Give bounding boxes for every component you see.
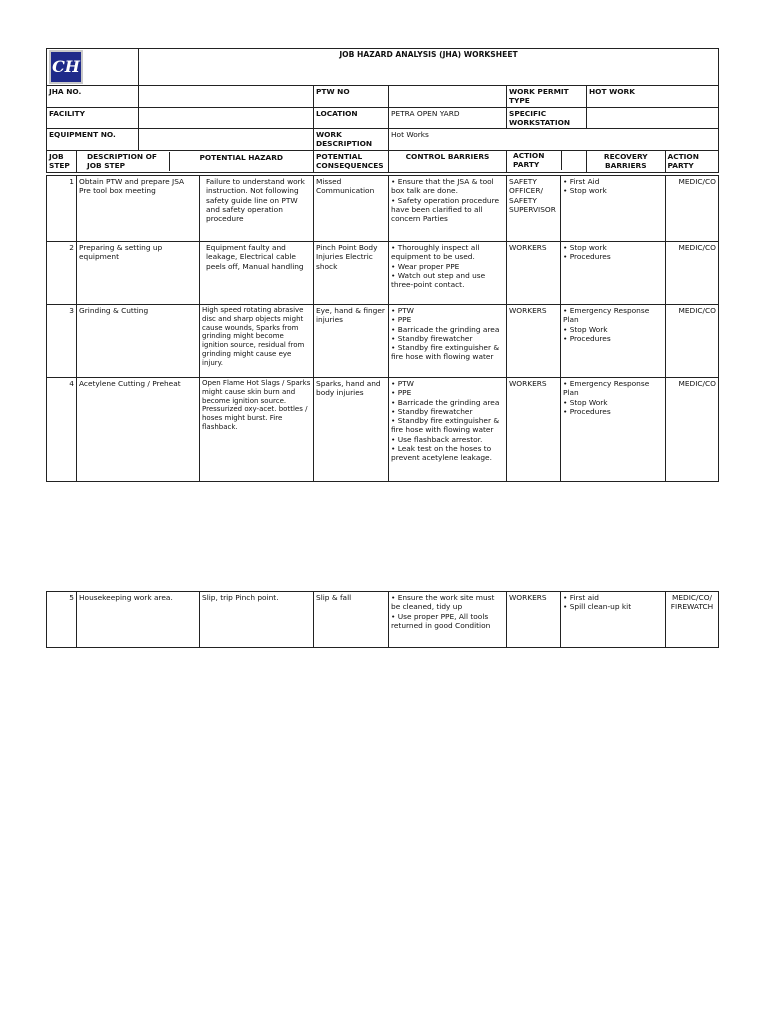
recovery-item: • Stop Work [563,397,608,407]
jha-no-value[interactable] [139,86,314,108]
potential-hazard: Slip, trip Pinch point. [200,592,314,648]
logo-cell [47,49,139,86]
action-party: WORKERS [507,592,561,648]
equipment-no-label: EQUIPMENT NO. [47,129,139,151]
control-item: • Safety operation procedure have been clarified to all concern Parties [391,195,500,223]
jha-steps-table-continued [46,591,719,648]
control-barriers [389,176,507,242]
col-action-party [507,151,587,173]
control-barriers [389,305,507,378]
recovery-barriers [561,378,666,482]
jha-no-label: JHA NO. [47,86,139,108]
col-action-party-label: ACTION PARTY [513,151,545,170]
recovery-item: • Stop work [563,243,607,252]
potential-consequences: Missed Communication [314,176,389,242]
job-step-description: Obtain PTW and prepare JSA Pre tool box meeting [77,176,200,242]
action-party: SAFETY OFFICER/ SAFETY SUPERVISOR [507,176,561,242]
job-step-description: Grinding & Cutting [77,305,200,378]
jha-header-table [46,48,719,173]
col-potential-consequences: POTENTIAL CONSEQUENCES [314,151,389,173]
table-row [47,592,719,648]
col-recovery-barriers-left [561,151,586,170]
potential-consequences: Eye, hand & finger injuries [314,305,389,378]
action-party-2: MEDIC/CO [666,378,719,482]
job-step-number: 4 [47,378,77,482]
recovery-item: • First Aid [563,177,600,186]
control-item: • Use proper PPE, All tools returned in good Condition [391,611,491,630]
control-item: • Use flashback arrestor. [391,434,483,444]
control-item: • Barricade the grinding area [391,397,500,407]
col-potential-hazard: POTENTIAL HAZARD [169,152,313,171]
recovery-item: • Stop work [563,186,607,196]
potential-hazard: Equipment faulty and leakage, Electrical cable peels off, Manual handling [200,242,314,305]
work-permit-type-label: WORK PERMIT TYPE [507,86,587,108]
facility-label: FACILITY [47,107,139,129]
table-row [47,378,719,482]
description-header-split [77,152,313,171]
col-recovery-barriers: RECOVERY BARRIERS [603,152,648,171]
recovery-item: • First aid [563,593,599,602]
control-item: • PPE [391,388,412,398]
equipment-no-value[interactable] [139,129,314,151]
control-item: • Wear proper PPE [391,261,460,271]
action-party: WORKERS [507,305,561,378]
recovery-item: • Spill clean-up kit [563,602,632,612]
action-party-2: MEDIC/CO [666,176,719,242]
recovery-barriers [561,592,666,648]
facility-value[interactable] [139,107,314,129]
job-step-number: 3 [47,305,77,378]
table-row [47,305,719,378]
control-item: • Standby fire extinguisher & fire hose with flowing water [391,343,500,362]
action-recovery-header-split [507,151,586,170]
control-barriers [389,242,507,305]
recovery-barriers [561,305,666,378]
work-description-label: WORK DESCRIPTION [314,129,389,151]
control-item: • Leak test on the hoses to prevent acetylene leakage. [391,443,492,462]
job-step-description: Housekeeping work area. [77,592,200,648]
work-description-value[interactable]: Hot Works [389,129,719,151]
control-item: • PTW [391,379,414,388]
ptw-no-value[interactable] [389,86,507,108]
action-party-2: MEDIC/CO [666,242,719,305]
control-item: • Standby fire extinguisher & fire hose with flowing water [391,416,500,435]
potential-consequences: Pinch Point Body Injuries Electric shock [314,242,389,305]
table-row [47,176,719,242]
col-control-barriers: CONTROL BARRIERS [389,151,507,173]
recovery-item: • Emergency Response Plan [563,379,650,398]
control-item: • PTW [391,306,414,315]
table-row [47,242,719,305]
location-value[interactable]: PETRA OPEN YARD [389,107,507,129]
job-step-number: 2 [47,242,77,305]
control-item: • Standby firewatcher [391,333,473,343]
recovery-item: • Procedures [563,252,611,262]
control-item: • Ensure the work site must be cleaned, tidy up [391,593,495,612]
job-step-description: Preparing & setting up equipment [77,242,200,305]
recovery-item: • Stop Work [563,324,608,334]
jha-steps-table [46,175,719,482]
col-description [77,151,314,173]
recovery-barriers [561,176,666,242]
recovery-item: • Procedures [563,406,611,416]
control-item: • Barricade the grinding area [391,324,500,334]
potential-hazard: High speed rotating abrasive disc and sharp objects might cause wounds, Sparks from grinding might become ignition source, residual from grinding might cause eye injury. [200,305,314,378]
control-item: • Watch out step and use three-point contact. [391,270,486,289]
action-party-2: MEDIC/CO/ FIREWATCH [666,592,719,648]
recovery-item: • Emergency Response Plan [563,306,650,325]
col-job-step: JOB STEP [47,151,77,173]
col-description-label: DESCRIPTION OF JOB STEP [87,152,157,171]
job-step-description: Acetylene Cutting / Preheat [77,378,200,482]
action-party: WORKERS [507,378,561,482]
col-action-party-2: ACTION PARTY [665,151,718,172]
potential-consequences: Sparks, hand and body injuries [314,378,389,482]
control-item: • Thoroughly inspect all equipment to be used. [391,243,480,262]
control-barriers [389,592,507,648]
location-label: LOCATION [314,107,389,129]
potential-hazard: Open Flame Hot Slags / Sparks might cause skin burn and become ignition source. Pressurized oxy-acet. bottles / hoses might burst. Fire flashback. [200,378,314,482]
action-party-2: MEDIC/CO [666,305,719,378]
ptw-no-label: PTW NO [314,86,389,108]
specific-workstation-label: SPECIFIC WORKSTATION [507,107,587,129]
potential-hazard: Failure to understand work instruction. Not following safety guide line on PTW and safety operation procedure [200,176,314,242]
job-step-number: 5 [47,592,77,648]
job-step-number: 1 [47,176,77,242]
control-item: • PPE [391,315,412,325]
specific-workstation-value[interactable] [587,107,719,129]
recovery-item: • Procedures [563,333,611,343]
document-title: JOB HAZARD ANALYSIS (JHA) WORKSHEET [139,49,719,86]
control-item: • Ensure that the JSA & tool box talk are done. [391,177,494,196]
recovery-action-header-split [587,151,718,172]
control-item: • Standby firewatcher [391,406,473,416]
action-party: WORKERS [507,242,561,305]
recovery-barriers [561,242,666,305]
work-permit-type-value[interactable]: HOT WORK [587,86,719,108]
company-logo: CH [49,50,83,84]
control-barriers [389,378,507,482]
potential-consequences: Slip & fall [314,592,389,648]
col-recovery-action [587,151,719,173]
